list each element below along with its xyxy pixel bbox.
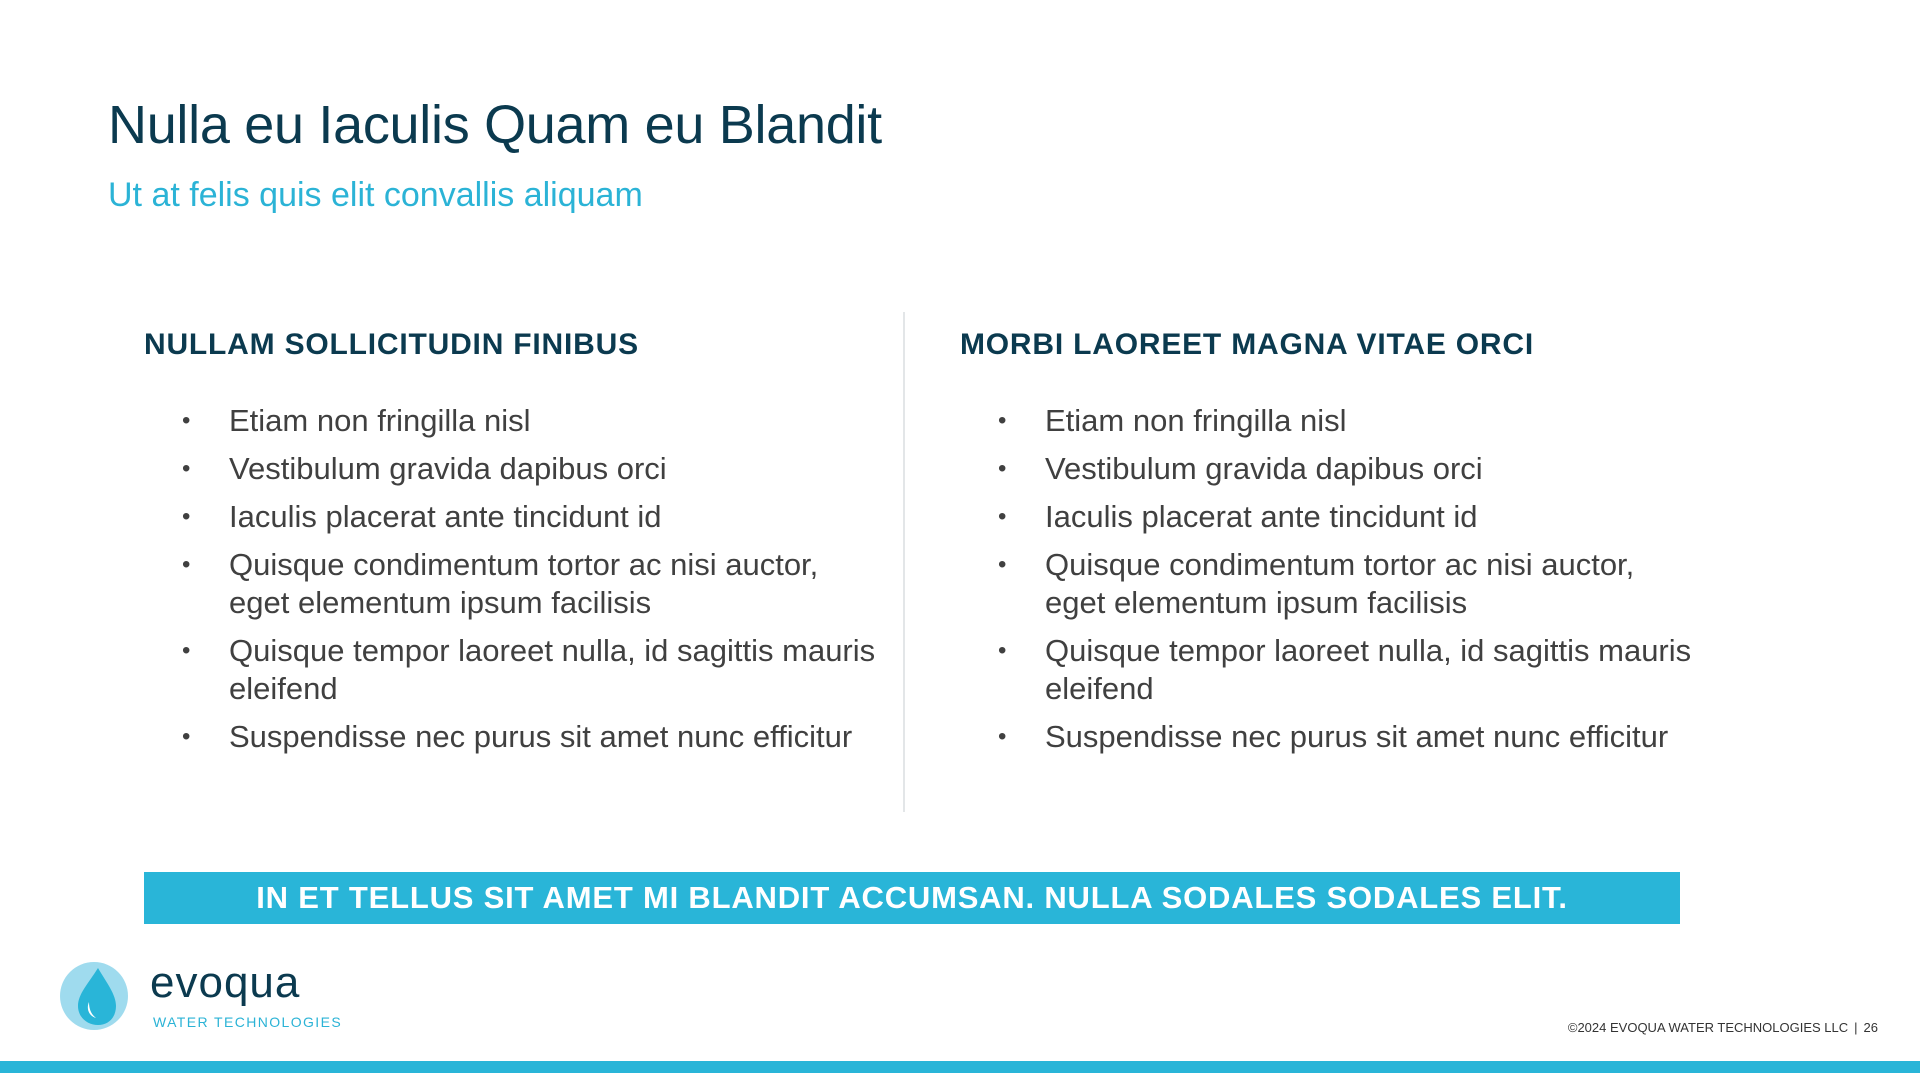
bullet-icon: • [182,455,191,482]
list-item-text: Iaculis placerat ante tincidunt id [1045,499,1478,534]
right-bullet-list [960,402,1700,756]
bullet-icon: • [998,551,1007,578]
bullet-icon: • [998,503,1007,530]
list-item-text: Vestibulum gravida dapibus orci [1045,451,1483,486]
page-subtitle: Ut at felis quis elit convallis aliquam [108,176,643,214]
left-column [144,328,884,766]
callout-banner-text: IN ET TELLUS SIT AMET MI BLANDIT ACCUMSAN. NULLA SODALES SODALES ELIT. [256,880,1568,915]
footer-separator: | [1854,1020,1858,1035]
logo-tagline: WATER TECHNOLOGIES [153,1014,343,1030]
water-drop-icon [58,960,132,1032]
list-item [960,402,1700,440]
bullet-icon: • [998,407,1007,434]
company-logo [58,960,358,1032]
list-item [144,498,884,536]
bullet-icon: • [182,503,191,530]
bullet-icon: • [182,551,191,578]
bullet-icon: • [998,455,1007,482]
list-item-text: Iaculis placerat ante tincidunt id [229,499,662,534]
bullet-icon: • [182,723,191,750]
list-item [144,718,884,756]
column-divider [903,312,905,812]
right-column [960,328,1700,766]
left-bullet-list [144,402,884,756]
bullet-icon: • [998,637,1007,664]
list-item [960,632,1700,708]
list-item [960,718,1700,756]
right-column-heading: MORBI LAOREET MAGNA VITAE ORCI [960,328,1534,361]
list-item [144,402,884,440]
list-item [144,450,884,488]
list-item-text: Suspendisse nec purus sit amet nunc efficitur [229,719,853,754]
list-item-text: Vestibulum gravida dapibus orci [229,451,667,486]
list-item [144,546,884,622]
list-item [144,632,884,708]
page-title: Nulla eu Iaculis Quam eu Blandit [108,95,882,155]
bullet-icon: • [182,407,191,434]
bullet-icon: • [998,723,1007,750]
list-item-text: Etiam non fringilla nisl [229,403,531,438]
page-number: 26 [1863,1020,1878,1035]
left-column-heading: NULLAM SOLLICITUDIN FINIBUS [144,328,639,361]
list-item-text: Etiam non fringilla nisl [1045,403,1347,438]
list-item-text: Quisque tempor laoreet nulla, id sagittis mauris eleifend [229,633,876,706]
logo-wordmark: evoqua [150,958,301,1007]
list-item-text: Suspendisse nec purus sit amet nunc efficitur [1045,719,1669,754]
list-item [960,498,1700,536]
list-item [960,450,1700,488]
list-item-text: Quisque condimentum tortor ac nisi auctor, eget elementum ipsum facilisis [229,547,819,620]
callout-banner [144,872,1680,924]
list-item [960,546,1700,622]
bullet-icon: • [182,637,191,664]
list-item-text: Quisque condimentum tortor ac nisi auctor, eget elementum ipsum facilisis [1045,547,1635,620]
footer-copyright [1568,1020,1878,1035]
list-item-text: Quisque tempor laoreet nulla, id sagittis mauris eleifend [1045,633,1692,706]
copyright-text: ©2024 EVOQUA WATER TECHNOLOGIES LLC [1567,1020,1849,1035]
bottom-accent-bar [0,1061,1920,1073]
